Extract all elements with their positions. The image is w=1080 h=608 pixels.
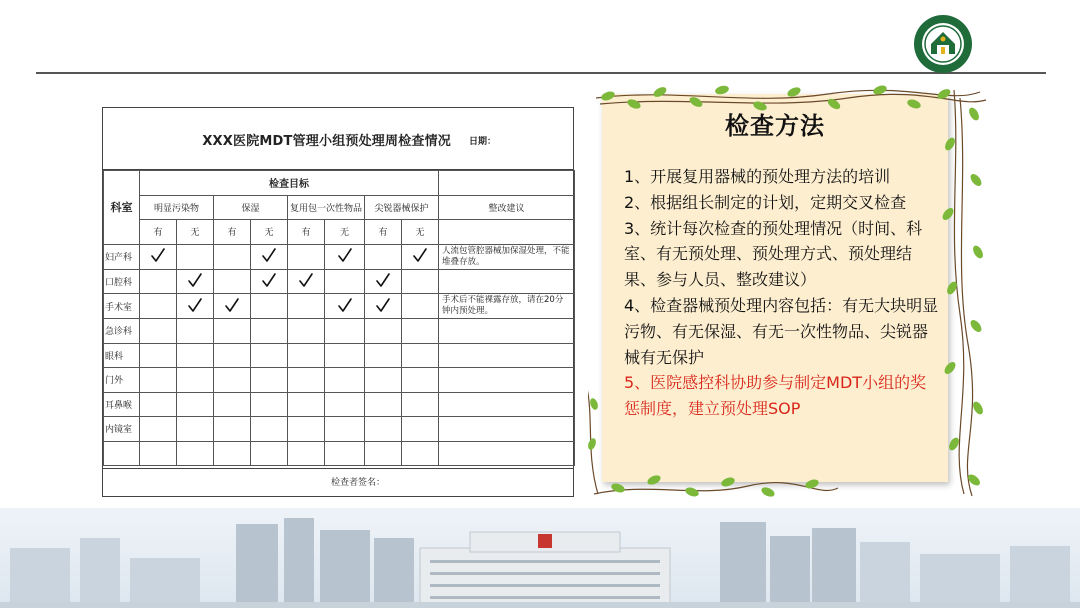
blank-header-cell bbox=[439, 220, 575, 245]
check-cell bbox=[251, 392, 288, 417]
table-row bbox=[104, 269, 575, 294]
check-cell bbox=[214, 441, 251, 466]
table-row bbox=[104, 244, 575, 269]
none-header: 无 bbox=[177, 220, 214, 245]
check-cell bbox=[177, 269, 214, 294]
check-cell bbox=[402, 368, 439, 393]
check-cell bbox=[365, 269, 402, 294]
check-cell bbox=[251, 294, 288, 319]
panel-item: 2、根据组长制定的计划，定期交叉检查 bbox=[624, 192, 907, 212]
category-header: 复用包一次性物品 bbox=[288, 195, 365, 220]
checkmark-icon bbox=[187, 272, 203, 288]
check-cell bbox=[177, 392, 214, 417]
check-cell bbox=[402, 343, 439, 368]
check-cell bbox=[214, 269, 251, 294]
dept-header: 科室 bbox=[104, 171, 140, 245]
checkmark-icon bbox=[187, 297, 203, 313]
suggestion-cell bbox=[439, 269, 575, 294]
check-cell bbox=[365, 294, 402, 319]
header-divider bbox=[36, 72, 1046, 74]
check-cell bbox=[251, 417, 288, 442]
check-cell bbox=[402, 319, 439, 344]
panel-item: 1、开展复用器械的预处理方法的培训 bbox=[624, 167, 891, 186]
check-cell bbox=[214, 319, 251, 344]
suggestion-cell bbox=[439, 368, 575, 393]
check-cell bbox=[288, 441, 325, 466]
dept-cell: 门外 bbox=[104, 368, 140, 393]
check-cell bbox=[177, 368, 214, 393]
has-header: 有 bbox=[140, 220, 177, 245]
category-header: 尖锐器械保护 bbox=[365, 195, 439, 220]
check-cell bbox=[365, 319, 402, 344]
check-cell bbox=[325, 417, 365, 442]
check-cell bbox=[251, 244, 288, 269]
has-header: 有 bbox=[288, 220, 325, 245]
sheet-title: XXX医院MDT管理小组预处理周检查情况 bbox=[202, 134, 451, 149]
check-cell bbox=[140, 392, 177, 417]
suggestion-cell bbox=[439, 319, 575, 344]
check-cell bbox=[325, 368, 365, 393]
check-cell bbox=[325, 294, 365, 319]
check-cell bbox=[325, 392, 365, 417]
check-cell bbox=[325, 244, 365, 269]
check-cell bbox=[177, 417, 214, 442]
inspection-table-body bbox=[104, 244, 575, 466]
check-cell bbox=[177, 319, 214, 344]
check-cell bbox=[177, 441, 214, 466]
panel-item: 3、统计每次检查的预处理情况（时间、科室、有无预处理、预处理方式、预处理结果、参与人员、整改建议） bbox=[624, 218, 923, 290]
suggestion-cell bbox=[439, 417, 575, 442]
check-cell bbox=[140, 244, 177, 269]
suggestion-cell: 人流包管腔器械加保湿处理，不能堆叠存放。 bbox=[439, 244, 575, 269]
table-row bbox=[104, 392, 575, 417]
check-cell bbox=[288, 417, 325, 442]
has-header: 有 bbox=[214, 220, 251, 245]
checkmark-icon bbox=[375, 272, 391, 288]
check-cell bbox=[177, 294, 214, 319]
check-cell bbox=[402, 441, 439, 466]
check-cell bbox=[288, 244, 325, 269]
blank-header-cell bbox=[439, 171, 575, 196]
check-cell bbox=[251, 269, 288, 294]
check-cell bbox=[365, 343, 402, 368]
check-cell bbox=[325, 269, 365, 294]
category-header: 保湿 bbox=[214, 195, 288, 220]
check-cell bbox=[402, 294, 439, 319]
table-row bbox=[104, 441, 575, 466]
none-header: 无 bbox=[251, 220, 288, 245]
panel-list bbox=[624, 164, 942, 422]
checkmark-icon bbox=[337, 247, 353, 263]
checkmark-icon bbox=[375, 297, 391, 313]
check-cell bbox=[140, 343, 177, 368]
category-header: 明显污染物 bbox=[140, 195, 214, 220]
panel-item-highlight: 5、医院感控科协助参与制定MDT小组的奖惩制度，建立预处理SOP bbox=[624, 373, 927, 419]
sheet-date-label: 日期： bbox=[469, 137, 497, 147]
checkmark-icon bbox=[298, 272, 314, 288]
none-header: 无 bbox=[325, 220, 365, 245]
check-cell bbox=[214, 294, 251, 319]
panel-title: 检查方法 bbox=[725, 112, 825, 140]
check-cell bbox=[325, 441, 365, 466]
check-cell bbox=[325, 319, 365, 344]
has-header: 有 bbox=[365, 220, 402, 245]
inspection-sheet bbox=[102, 107, 574, 497]
suggestion-cell: 手术后不能裸露存放，请在20分钟内预处理。 bbox=[439, 294, 575, 319]
sheet-title-row bbox=[103, 108, 573, 170]
check-cell bbox=[288, 319, 325, 344]
check-cell bbox=[214, 392, 251, 417]
check-cell bbox=[288, 294, 325, 319]
dept-cell: 急诊科 bbox=[104, 319, 140, 344]
check-cell bbox=[140, 417, 177, 442]
dept-cell: 口腔科 bbox=[104, 269, 140, 294]
check-cell bbox=[365, 392, 402, 417]
none-header: 无 bbox=[402, 220, 439, 245]
check-cell bbox=[140, 368, 177, 393]
suggestion-cell bbox=[439, 441, 575, 466]
check-cell bbox=[402, 269, 439, 294]
check-cell bbox=[140, 319, 177, 344]
check-cell bbox=[365, 441, 402, 466]
check-cell bbox=[402, 244, 439, 269]
check-cell bbox=[402, 417, 439, 442]
check-cell bbox=[140, 294, 177, 319]
check-cell bbox=[177, 343, 214, 368]
goal-header: 检查目标 bbox=[140, 171, 439, 196]
method-card bbox=[602, 94, 948, 482]
check-cell bbox=[251, 343, 288, 368]
check-cell bbox=[365, 368, 402, 393]
suggestion-cell bbox=[439, 392, 575, 417]
checkmark-icon bbox=[224, 297, 240, 313]
check-cell bbox=[214, 368, 251, 393]
checkmark-icon bbox=[261, 272, 277, 288]
check-cell bbox=[288, 368, 325, 393]
city-skyline-banner bbox=[0, 508, 1080, 608]
hospital-emblem-icon bbox=[913, 14, 973, 74]
method-panel bbox=[588, 84, 992, 500]
check-cell bbox=[365, 244, 402, 269]
table-row bbox=[104, 294, 575, 319]
checkmark-icon bbox=[337, 297, 353, 313]
table-row bbox=[104, 319, 575, 344]
suggestion-cell bbox=[439, 343, 575, 368]
table-row bbox=[104, 368, 575, 393]
check-cell bbox=[214, 417, 251, 442]
panel-item: 4、检查器械预处理内容包括：有无大块明显污物、有无保湿、有无一次性物品、尖锐器械有无保护 bbox=[624, 295, 939, 367]
check-cell bbox=[251, 368, 288, 393]
dept-cell: 妇产科 bbox=[104, 244, 140, 269]
table-row bbox=[104, 343, 575, 368]
check-cell bbox=[214, 343, 251, 368]
checkmark-icon bbox=[150, 247, 166, 263]
check-cell bbox=[402, 392, 439, 417]
check-cell bbox=[177, 244, 214, 269]
dept-cell: 手术室 bbox=[104, 294, 140, 319]
table-row bbox=[104, 417, 575, 442]
check-cell bbox=[140, 269, 177, 294]
check-cell bbox=[140, 441, 177, 466]
check-cell bbox=[288, 392, 325, 417]
dept-cell: 内镜室 bbox=[104, 417, 140, 442]
inspection-table bbox=[103, 170, 575, 466]
sheet-footer: 检查者签名： bbox=[103, 468, 573, 496]
check-cell bbox=[288, 269, 325, 294]
check-cell bbox=[214, 244, 251, 269]
dept-cell: 耳鼻喉 bbox=[104, 392, 140, 417]
dept-cell bbox=[104, 441, 140, 466]
dept-cell: 眼科 bbox=[104, 343, 140, 368]
checkmark-icon bbox=[261, 247, 277, 263]
check-cell bbox=[251, 441, 288, 466]
check-cell bbox=[251, 319, 288, 344]
suggestion-header: 整改建议 bbox=[439, 195, 575, 220]
checkmark-icon bbox=[412, 247, 428, 263]
check-cell bbox=[288, 343, 325, 368]
check-cell bbox=[365, 417, 402, 442]
check-cell bbox=[325, 343, 365, 368]
